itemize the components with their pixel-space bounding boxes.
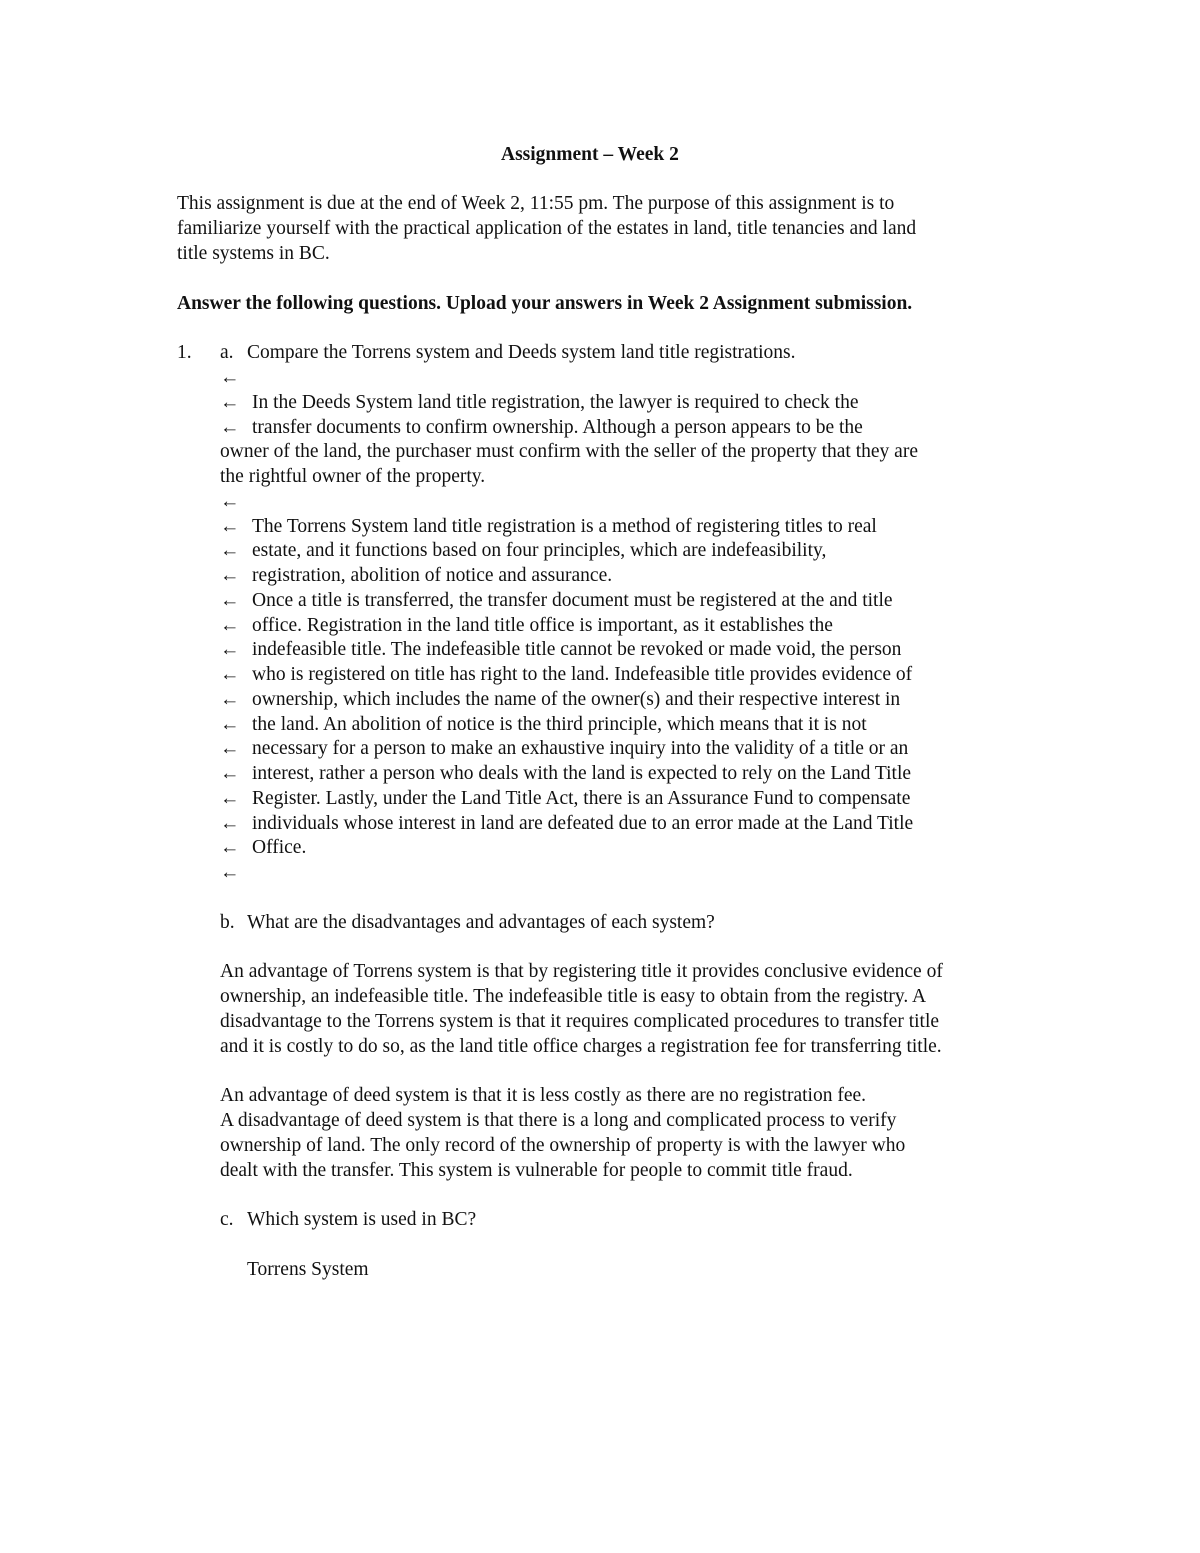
torrens-answer-line: ← the land. An abolition of notice is the third principle, which means that it is not xyxy=(220,714,867,735)
answer-b-paragraph-2-line: A disadvantage of deed system is that there is a long and complicated process to verify xyxy=(220,1110,897,1131)
torrens-answer-line: ← necessary for a person to make an exhaustive inquiry into the validity of a title or an xyxy=(220,738,909,759)
arrow-marker: ← xyxy=(220,763,240,784)
question-b-label: b. xyxy=(220,912,235,933)
torrens-answer-line: ← registration, abolition of notice and assurance. xyxy=(220,565,613,586)
question-a-label: a. xyxy=(220,342,234,363)
arrow-marker: ← xyxy=(220,639,240,660)
torrens-answer-line: ← The Torrens System land title registration is a method of registering titles to real xyxy=(220,516,877,537)
arrow-marker: ← xyxy=(220,738,240,759)
arrow-marker: ← xyxy=(220,491,240,512)
arrow-marker: ← xyxy=(220,516,240,537)
torrens-answer-line: ← interest, rather a person who deals with the land is expected to rely on the Land Title xyxy=(220,763,912,784)
torrens-answer-line: ← indefeasible title. The indefeasible title cannot be revoked or made void, the person xyxy=(220,639,902,660)
question-c-text: Which system is used in BC? xyxy=(247,1209,477,1230)
arrow-marker: ← xyxy=(220,615,240,636)
torrens-answer-line: ← Register. Lastly, under the Land Title Act, there is an Assurance Fund to compensate xyxy=(220,788,911,809)
document-title: Assignment – Week 2 xyxy=(501,144,679,165)
arrow-marker: ← xyxy=(220,788,240,809)
intro-line: This assignment is due at the end of Week 2, 11:55 pm. The purpose of this assignment is to xyxy=(177,193,895,214)
arrow-marker: ← xyxy=(220,813,240,834)
arrow-marker: ← xyxy=(220,590,240,611)
answer-c-text: Torrens System xyxy=(247,1259,369,1280)
answer-b-paragraph-2-line: ownership of land. The only record of the ownership of property is with the lawyer who xyxy=(220,1135,906,1156)
deeds-answer-line: ← transfer documents to confirm ownership. Although a person appears to be the xyxy=(220,417,863,438)
torrens-answer-line: ← ownership, which includes the name of the owner(s) and their respective interest in xyxy=(220,689,901,710)
answer-b-paragraph-1-line: ownership, an indefeasible title. The indefeasible title is easy to obtain from the registry. A xyxy=(220,986,927,1007)
arrow-marker: ← xyxy=(220,565,240,586)
arrow-marker: ← xyxy=(220,714,240,735)
answer-b-paragraph-1-line: disadvantage to the Torrens system is that it requires complicated procedures to transfer title xyxy=(220,1011,940,1032)
answer-b-paragraph-2-line: An advantage of deed system is that it is less costly as there are no registration fee. xyxy=(220,1085,867,1106)
answer-b-paragraph-2-line: dealt with the transfer. This system is vulnerable for people to commit title fraud. xyxy=(220,1160,853,1181)
arrow-marker: ← xyxy=(220,664,240,685)
arrow-marker: ← xyxy=(220,540,240,561)
intro-line: title systems in BC. xyxy=(177,243,330,264)
answer-b-paragraph-1-line: An advantage of Torrens system is that by registering title it provides conclusive evidence of xyxy=(220,961,943,982)
answer-b-paragraph-1-line: and it is costly to do so, as the land title office charges a registration fee for transferring title. xyxy=(220,1036,942,1057)
torrens-answer-line: ← office. Registration in the land title office is important, as it establishes the xyxy=(220,615,833,636)
torrens-answer-line: ← who is registered on title has right to the land. Indefeasible title provides evidence of xyxy=(220,664,913,685)
deeds-answer-line: the rightful owner of the property. xyxy=(220,466,486,487)
arrow-marker: ← xyxy=(220,417,240,438)
deeds-answer-line: ← In the Deeds System land title registration, the lawyer is required to check the xyxy=(220,392,859,413)
question-b-text: What are the disadvantages and advantages of each system? xyxy=(247,912,715,933)
instruction-text: Answer the following questions. Upload your answers in Week 2 Assignment submission. xyxy=(177,293,913,314)
torrens-answer-line: ← Office. xyxy=(220,837,307,858)
torrens-answer-line: ← Once a title is transferred, the transfer document must be registered at the and title xyxy=(220,590,893,611)
arrow-marker: ← xyxy=(220,689,240,710)
question-c-label: c. xyxy=(220,1209,234,1230)
arrow-marker: ← xyxy=(220,862,240,883)
arrow-marker: ← xyxy=(220,367,240,388)
torrens-answer-line: ← estate, and it functions based on four principles, which are indefeasibility, xyxy=(220,540,827,561)
question-number: 1. xyxy=(177,342,192,363)
question-a-text: Compare the Torrens system and Deeds system land title registrations. xyxy=(247,342,796,363)
deeds-answer-line: owner of the land, the purchaser must confirm with the seller of the property that they are xyxy=(220,441,918,462)
arrow-marker: ← xyxy=(220,392,240,413)
arrow-marker: ← xyxy=(220,837,240,858)
torrens-answer-line: ← individuals whose interest in land are defeated due to an error made at the Land Title xyxy=(220,813,914,834)
intro-line: familiarize yourself with the practical application of the estates in land, title tenancies and land xyxy=(177,218,917,239)
